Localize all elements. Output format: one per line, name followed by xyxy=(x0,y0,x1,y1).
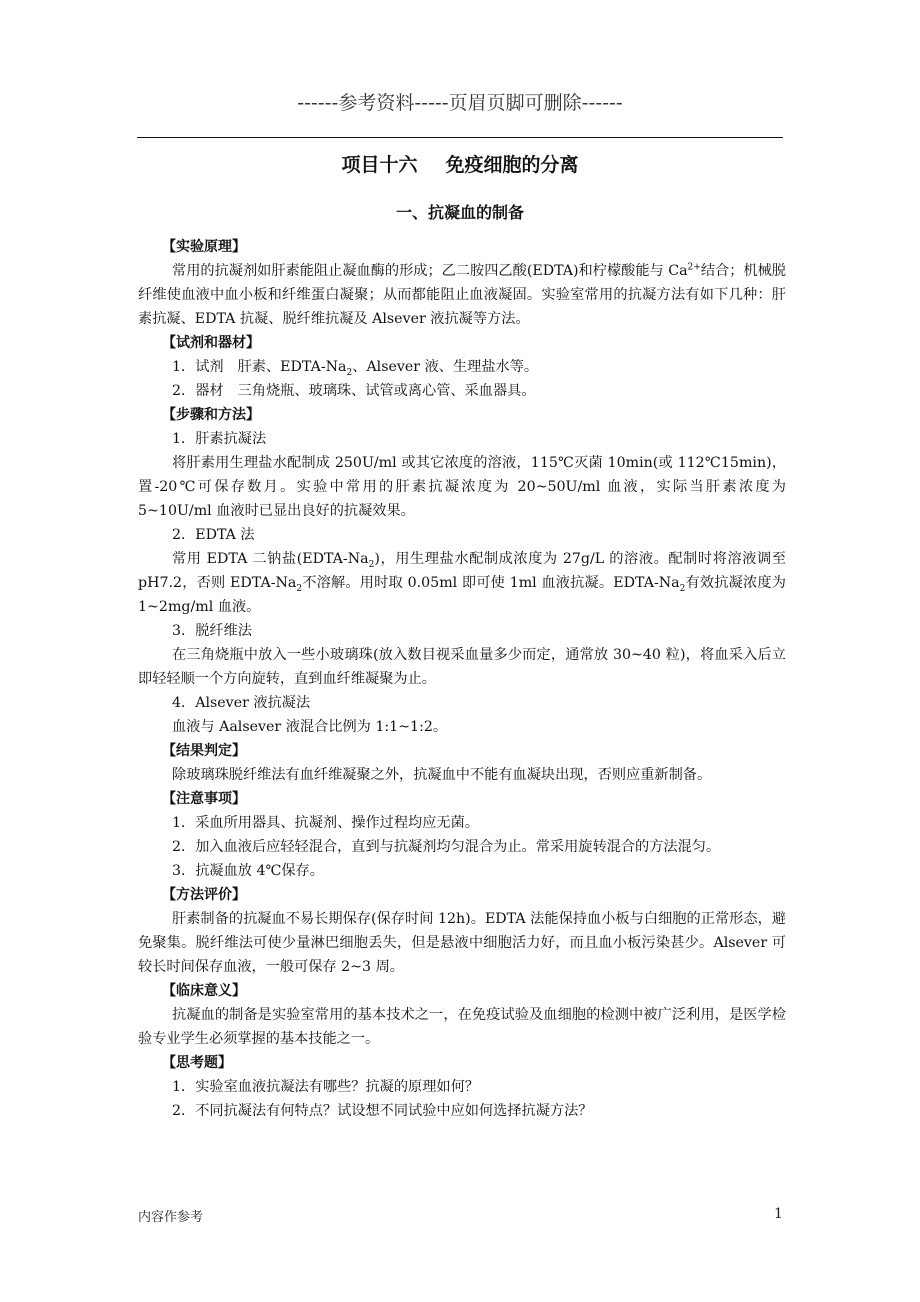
heading-notes: 【注意事项】 xyxy=(162,791,246,807)
item-number: 1． xyxy=(172,359,196,375)
item-text-b: 、Alsever 液、生理盐水等。 xyxy=(352,359,539,375)
m2-sub: 2 xyxy=(679,583,686,594)
result-paragraph: 除玻璃珠脱纤维法有血纤维凝聚之外，抗凝血中不能有血凝块出现，否则应重新制备。 xyxy=(172,767,712,783)
document-body xyxy=(138,235,786,1123)
item-text: 三角烧瓶、玻璃珠、试管或离心管、采血器具。 xyxy=(237,383,536,399)
m2-text-b: )，用生理盐水配制成浓度为 27g/L 的溶液。配制时将溶液调至 pH7.2，否则 EDTA-Na xyxy=(138,551,786,591)
m2-sub: 2 xyxy=(296,583,303,594)
evaluation-paragraph: 肝素制备的抗凝血不易长期保存(保存时间 12h)。EDTA 法能保持血小板与白细胞的正常形态，避免聚集。脱纤维法可使少量淋巴细胞丢失，但是悬液中细胞活力好，而且血小板污染甚少。Alsever 可较长时间保存血液，一般可保存 2~3 周。 xyxy=(138,911,786,975)
item-text: 肝素、EDTA-Na xyxy=(237,359,347,375)
note-item-3: 3．抗凝血放 4℃保存。 xyxy=(172,863,324,879)
footer-note: 内容作参考 xyxy=(138,1210,204,1225)
header-rule xyxy=(137,137,783,138)
item-label: 器材 xyxy=(195,383,224,399)
heading-result: 【结果判定】 xyxy=(162,743,246,759)
question-item-2: 2．不同抗凝法有何特点？试设想不同试验中应如何选择抗凝方法？ xyxy=(172,1103,593,1119)
title-project-name: 免疫细胞的分离 xyxy=(445,154,579,176)
item-sub: 2 xyxy=(346,367,353,378)
document-title xyxy=(0,150,920,177)
heading-principle: 【实验原理】 xyxy=(162,239,246,255)
method-2-title: 2．EDTA 法 xyxy=(172,527,255,543)
note-item-1: 1．采血所用器具、抗凝剂、操作过程均应无菌。 xyxy=(172,815,479,831)
method-1-paragraph: 将肝素用生理盐水配制成 250U/ml 或其它浓度的溶液，115℃灭菌 10min(或 112℃15min)，置-20℃可保存数月。实验中常用的肝素抗凝浓度为 20~50U/ml 血液，实际当肝素浓度为 5~10U/ml 血液时已显出良好的抗凝效果。 xyxy=(138,455,786,519)
page-number: 1 xyxy=(774,1206,783,1222)
page-header-watermark: ------参考资料-----页眉页脚可删除------ xyxy=(297,92,623,114)
principle-sup: 2+ xyxy=(687,262,701,273)
heading-methods: 【步骤和方法】 xyxy=(162,407,260,423)
method-1-title: 1．肝素抗凝法 xyxy=(172,431,267,447)
m2-text-c: 不溶解。用时取 0.05ml 即可使 1ml 血液抗凝。EDTA-Na xyxy=(302,575,680,591)
method-2-paragraph xyxy=(138,547,786,619)
heading-clinical: 【临床意义】 xyxy=(162,983,246,999)
heading-reagents: 【试剂和器材】 xyxy=(162,335,260,351)
reagent-item-1 xyxy=(138,355,786,379)
item-number: 2． xyxy=(172,383,196,399)
m2-sub: 2 xyxy=(368,559,375,570)
principle-text-a: 常用的抗凝剂如肝素能阻止凝血酶的形成；乙二胺四乙酸(EDTA)和柠檬酸能与 Ca xyxy=(172,263,688,279)
title-project-number: 项目十六 xyxy=(341,154,418,176)
m2-text-a: 常用 EDTA 二钠盐(EDTA-Na xyxy=(172,551,369,567)
method-3-paragraph: 在三角烧瓶中放入一些小玻璃珠(放入数目视采血量多少而定，通常放 30~40 粒)，将血采入后立即轻轻顺一个方向旋转，直到血纤维凝聚为止。 xyxy=(138,647,786,687)
heading-evaluation: 【方法评价】 xyxy=(162,887,246,903)
item-label: 试剂 xyxy=(195,359,224,375)
principle-text-b: 结合；机械脱纤维使血液中血小板和纤维蛋白凝聚；从而都能阻止血液凝固。实验室常用的抗凝方法有如下几种：肝素抗凝、EDTA 抗凝、脱纤维抗凝及 Alsever 液抗凝等方法。 xyxy=(138,263,786,327)
clinical-paragraph: 抗凝血的制备是实验室常用的基本技术之一，在免疫试验及血细胞的检测中被广泛利用，是医学检验专业学生必须掌握的基本技能之一。 xyxy=(138,1007,786,1047)
principle-paragraph xyxy=(138,259,786,331)
section-title: 一、抗凝血的制备 xyxy=(395,203,524,222)
method-4-paragraph: 血液与 Aalsever 液混合比例为 1:1~1:2。 xyxy=(172,719,448,735)
method-4-title: 4．Alsever 液抗凝法 xyxy=(172,695,311,711)
m2-text-d: 有效抗凝浓度为 1~2mg/ml 血液。 xyxy=(138,575,786,615)
method-3-title: 3．脱纤维法 xyxy=(172,623,252,639)
heading-questions: 【思考题】 xyxy=(162,1055,232,1071)
question-item-1: 1．实验室血液抗凝法有哪些？抗凝的原理如何？ xyxy=(172,1079,479,1095)
reagent-item-2 xyxy=(138,379,786,403)
note-item-2: 2．加入血液后应轻轻混合，直到与抗凝剂均匀混合为止。常采用旋转混合的方法混匀。 xyxy=(172,839,721,855)
